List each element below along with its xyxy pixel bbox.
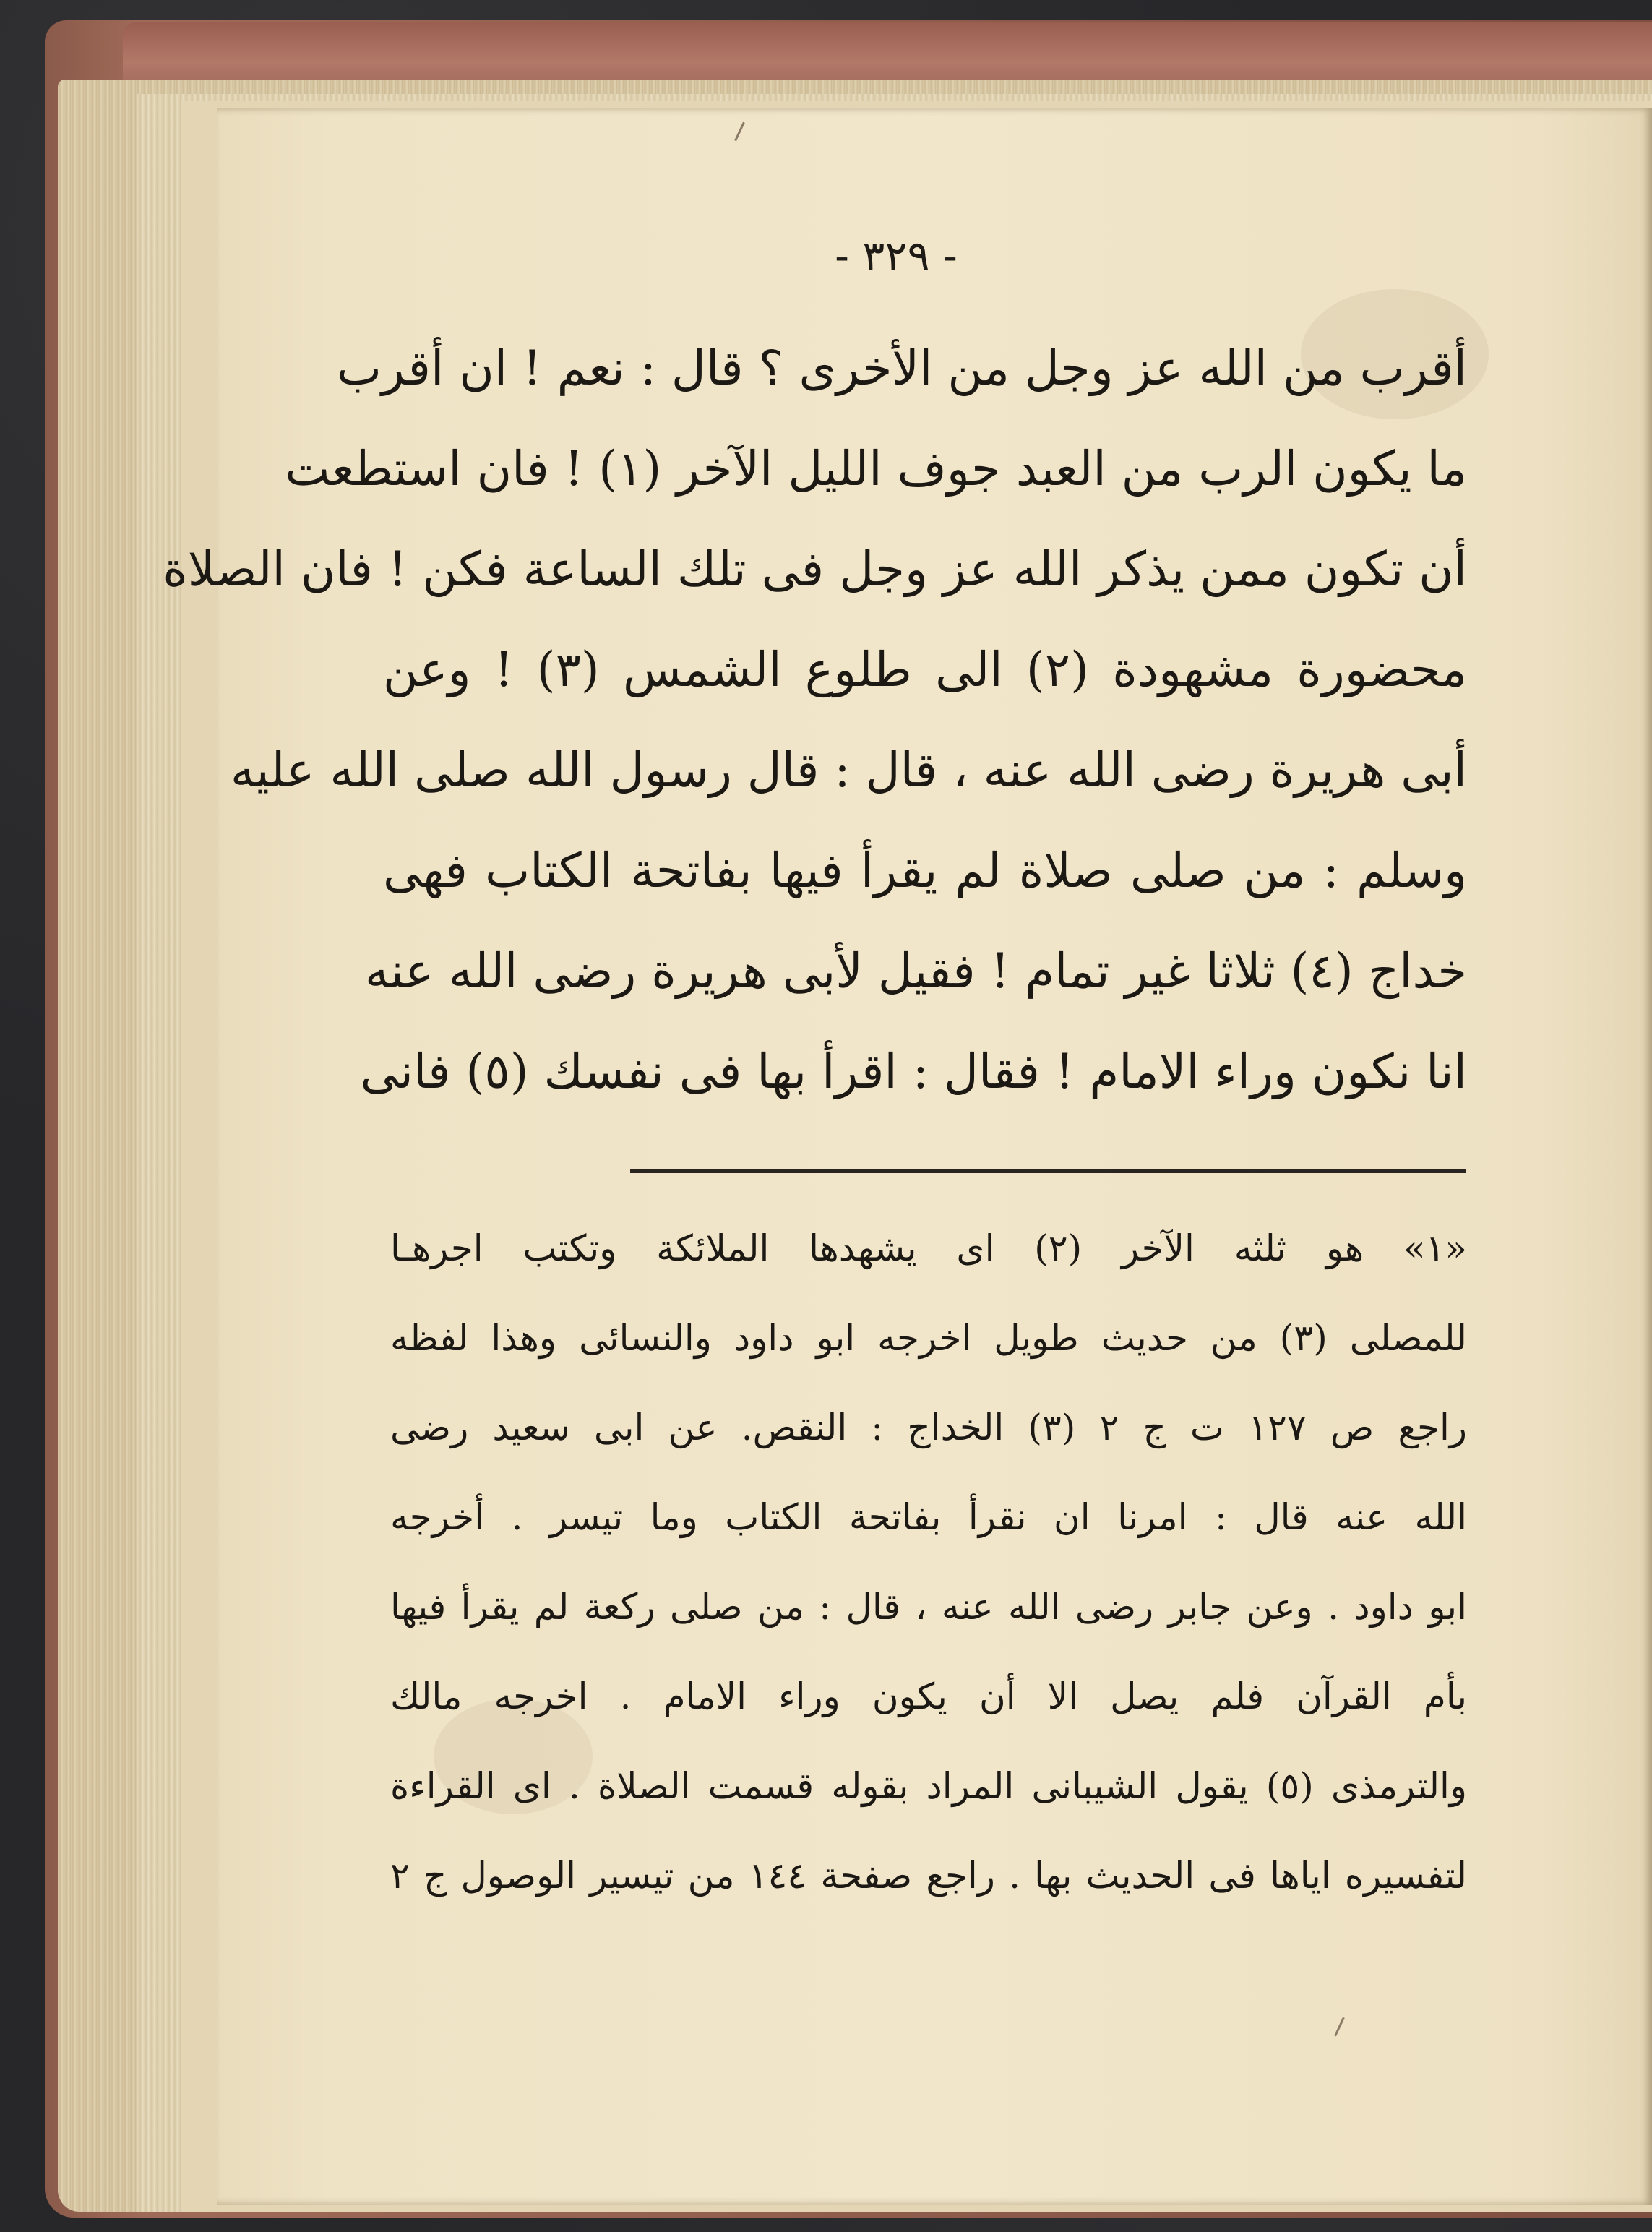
footnote-line: ابو داود . وعن جابر رضى الله عنه ، قال : من صلى ركعة لم يقرأ فيها [390,1586,1467,1628]
text-line: ما يكون الرب من العبد جوف الليل الآخر (١) ! فان استطعت [285,441,1467,497]
text-line: وسلم : من صلى صلاة لم يقرأ فيها بفاتحة الكتاب فهى [383,843,1467,898]
footnote-line: للمصلى (٣) من حديث طويل اخرجه ابو داود والنسائى وهذا لفظه [390,1317,1468,1359]
text-line: انا نكون وراء الامام ! فقال : اقرأ بها فى نفسك (٥) فانى [360,1044,1467,1099]
footnote-line: والترمذى (٥) يقول الشيبانى المراد بقوله قسمت الصلاة . اى القراءة [390,1765,1468,1807]
text-line: أقرب من الله عز وجل من الأخرى ؟ قال : نعم ! ان أقرب [336,340,1467,396]
footnote-line: لتفسيره اياها فى الحديث بها . راجع صفحة ١٤٤ من تيسير الوصول ج ٢ [390,1855,1467,1897]
footnote-line: بأم القرآن فلم يصل الا أن يكون وراء الامام . اخرجه مالك [390,1675,1467,1717]
text-line: أبى هريرة رضى الله عنه ، قال : قال رسول الله صلى الله عليه [230,742,1467,798]
footnote-line: «١» هو ثلثه الآخر (٢) اى يشهدها الملائكة وتكتب اجرهـا [390,1227,1467,1269]
main-text-block [163,318,1467,1122]
footnote-divider [630,1169,1466,1173]
text-line: محضورة مشهودة (٢) الى طلوع الشمس (٣) ! وعن [383,642,1467,698]
footnote-line: الله عنه قال : امرنا ان نقرأ بفاتحة الكتاب وما تيسر . أخرجه [390,1496,1467,1538]
page-number: - ٣٢٩ - [835,231,958,280]
text-line: أن تكون ممن يذكر الله عز وجل فى تلك الساعة فكن ! فان الصلاة [163,541,1467,597]
footnotes-block [390,1203,1467,1920]
text-line: خداج (٤) ثلاثا غير تمام ! فقيل لأبى هريرة رضى الله عنه [365,943,1467,999]
footnote-line: راجع ص ١٢٧ ت ج ٢ (٣) الخداج : النقص. عن ابى سعيد رضى [390,1407,1467,1448]
